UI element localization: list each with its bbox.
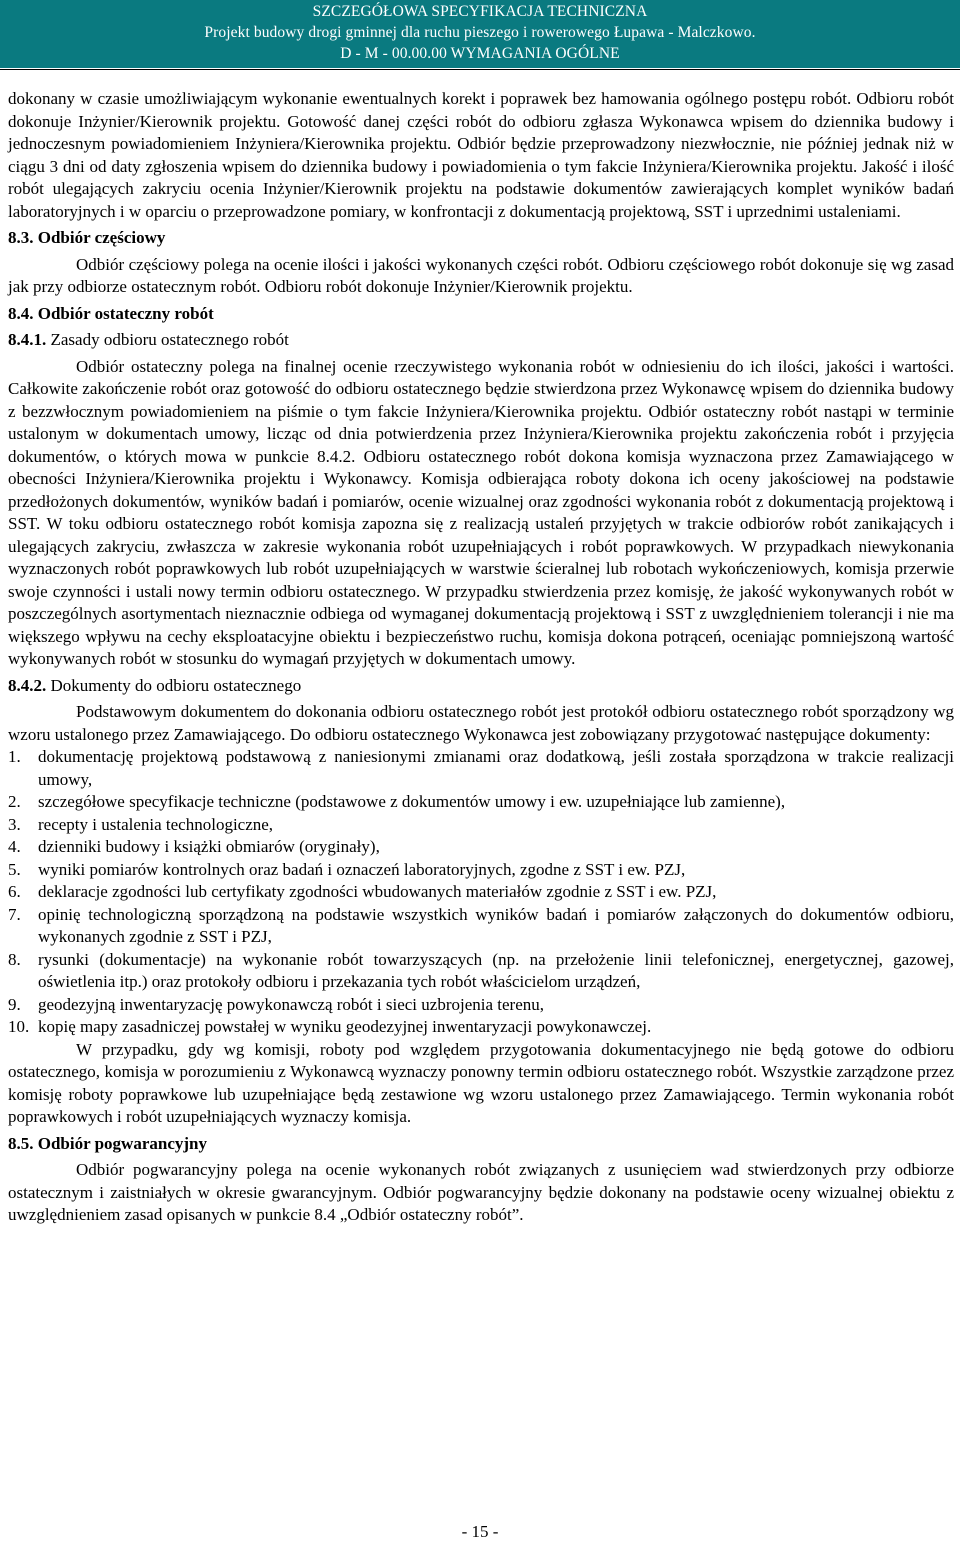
paragraph-intro: dokonany w czasie umożliwiającym wykonanie ewentualnych korekt i poprawek bez hamowania ogólnego postępu robót. Odbioru robót dokonuje Inżynier/Kierownik projektu. Gotowość danej części robót do odbioru zgłasza Wykonawca wpisem do dziennika budowy i jednoczesnym powiadomieniem Inżyniera/Kierownika projektu. Odbiór będzie przeprowadzony niezwłocznie, nie później jednak niż w ciągu 3 dni od daty zgłoszenia wpisem do dziennika budowy i powiadomienia o tym fakcie Inżyniera/Kierownika projektu. Jakość i ilość robót ulegających zakryciu ocenia Inżynier/Kierownik projektu na podstawie dokumentów zawierających komplet wyników badań laboratoryjnych i w oparciu o przeprowadzone pomiary, w konfrontacji z dokumentacją projektową, SST i uprzednimi ustaleniami.	[8, 89, 954, 221]
list-number: 4.	[8, 837, 21, 856]
list-item	[8, 904, 954, 949]
paragraph-8-4-1: Odbiór ostateczny polega na finalnej ocenie rzeczywistego wykonania robót w odniesieniu do ich ilości, jakości i wartości. Całkowite zakończenie robót oraz gotowość do odbioru ostatecznego będzie stwierdzona przez Wykonawcę wpisem do dziennika budowy z bezzwłocznym powiadomieniem na piśmie o tym fakcie Inżyniera/Kierownika projektu. Odbiór ostateczny robót nastąpi w terminie ustalonym w dokumentach umowy, licząc od dnia potwierdzenia przez Inżyniera/Kierownika projektu zakończenia robót i przyjęcia dokumentów, o których mowa w punkcie 8.4.2. Odbioru ostatecznego robót dokona komisja wyznaczona przez Zamawiającego w obecności Inżyniera/Kierownika projektu i Wykonawcy. Komisja odbierająca roboty dokona ich oceny jakościowej na podstawie przedłożonych dokumentów, wyników badań i pomiarów, ocenie wizualnej oraz zgodności wykonania robót z dokumentacją projektową i SST. W toku odbioru ostatecznego robót komisja zapozna się z realizacją ustaleń przyjętych w trakcie odbiorów robót zanikających i ulegających zakryciu, zwłaszcza w zakresie wykonania robót uzupełniających i robót poprawkowych. W przypadkach niewykonania wyznaczonych robót poprawkowych lub robót uzupełniających w warstwie ścieralnej lub robotach wykończeniowych, komisja przerwie swoje czynności i ustali nowy termin odbioru ostatecznego. W przypadku stwierdzenia przez komisję, że jakość wykonywanych robót w poszczególnych asortymentach nieznacznie odbiega od wymaganej dokumentacją projektową i SST z uwzględnieniem tolerancji i nie ma większego wpływu na cechy eksploatacyjne obiektu i bezpieczeństwo ruchu, komisja dokona potrąceń, oceniając pomniejszoną wartość wykonywanych robót w stosunku do wymagań przyjętych w dokumentach umowy.	[8, 356, 954, 668]
heading-number: 8.4.1.	[8, 330, 47, 349]
documents-list	[8, 746, 954, 1039]
heading-8-3	[8, 227, 954, 250]
list-number: 8.	[8, 949, 21, 969]
list-text: wyniki pomiarów kontrolnych oraz badań i oznaczeń laboratoryjnych, zgodne z SST i ew. PZJ,	[38, 859, 686, 879]
list-text: dzienniki budowy i książki obmiarów (oryginały),	[38, 837, 380, 856]
list-item	[8, 746, 954, 791]
paragraph-8-3: Odbiór częściowy polega na ocenie ilości i jakości wykonanych części robót. Odbioru częściowego robót dokonuje się wg zasad jak przy odbiorze ostatecznym robót. Odbioru robót dokonuje Inżynier/Kierownik projektu.	[8, 254, 954, 296]
paragraph-8-5: Odbiór pogwarancyjny polega na ocenie wykonanych robót związanych z usunięciem wad stwierdzonych przy odbiorze ostatecznym i zaistniałych w okresie gwarancyjnym. Odbiór pogwarancyjny będzie dokonany na podstawie oceny wizualnej obiektu z uwzględnieniem zasad opisanych w punkcie 8.4 „Odbiór ostateczny robót”.	[8, 1160, 954, 1224]
list-text: dokumentację projektową podstawową z naniesionymi zmianami oraz dodatkową, jeśli została sporządzona w trakcie realizacji umowy,	[38, 747, 954, 789]
document-body	[8, 88, 954, 1227]
heading-number: 8.3.	[8, 228, 34, 247]
heading-title: Zasady odbioru ostatecznego robót	[50, 330, 289, 349]
header-title: SZCZEGÓŁOWA SPECYFIKACJA TECHNICZNA	[312, 3, 648, 20]
list-number: 7.	[8, 904, 21, 924]
list-item	[8, 881, 954, 904]
list-number: 1.	[8, 747, 21, 766]
heading-title: Odbiór pogwarancyjny	[37, 1133, 207, 1153]
page-number: - 15 -	[461, 1522, 499, 1541]
list-number: 6.	[8, 882, 21, 901]
heading-number: 8.4.2.	[8, 675, 47, 695]
page-header	[0, 0, 960, 68]
list-text: recepty i ustalenia technologiczne,	[38, 814, 274, 834]
heading-number: 8.4.	[8, 303, 34, 323]
paragraph-8-4-2: Podstawowym dokumentem do dokonania odbioru ostatecznego robót jest protokół odbioru ostatecznego robót sporządzony wg wzoru ustalonego przez Zamawiającego. Do odbioru ostatecznego Wykonawca jest zobowiązany przygotować następujące dokumenty:	[8, 702, 954, 744]
heading-title: Dokumenty do odbioru ostatecznego	[50, 675, 302, 695]
list-item	[8, 836, 954, 859]
list-text: opinię technologiczną sporządzoną na podstawie wszystkich wyników badań i pomiarów załączonych do dokumentów odbioru, wykonanych zgodnie z SST i PZJ,	[38, 904, 954, 946]
list-number: 3.	[8, 814, 21, 834]
header-section: D - M - 00.00.00 WYMAGANIA OGÓLNE	[340, 45, 620, 62]
list-text: rysunki (dokumentacje) na wykonanie robót towarzyszących (np. na przełożenie linii telefonicznej, energetycznej, gazowej, oświetlenia itp.) oraz protokoły odbioru i przekazania tych robót właścicielom urządzeń,	[38, 949, 954, 991]
heading-number: 8.5.	[8, 1133, 34, 1153]
heading-8-4-1	[8, 329, 954, 352]
list-number: 9.	[8, 994, 21, 1014]
list-text: kopię mapy zasadniczej powstałej w wyniku geodezyjnej inwentaryzacji powykonawczej.	[38, 1017, 652, 1036]
list-number: 10.	[8, 1017, 30, 1036]
list-text: szczegółowe specyfikacje techniczne (podstawowe z dokumentów umowy i ew. uzupełniające lub zamienne),	[38, 792, 786, 811]
list-item	[8, 791, 954, 814]
list-item	[8, 1016, 954, 1039]
heading-title: Odbiór ostateczny robót	[37, 303, 214, 323]
heading-8-4	[8, 303, 954, 326]
heading-8-4-2	[8, 675, 954, 698]
list-item	[8, 814, 954, 837]
list-item	[8, 859, 954, 882]
list-number: 5.	[8, 859, 21, 879]
list-number: 2.	[8, 792, 21, 811]
list-text: geodezyjną inwentaryzację powykonawczą robót i sieci uzbrojenia terenu,	[38, 994, 544, 1014]
paragraph-8-4-2-b: W przypadku, gdy wg komisji, roboty pod względem przygotowania dokumentacyjnego nie będą gotowe do odbioru ostatecznego, komisja w porozumieniu z Wykonawcą wyznaczy ponowny termin odbioru ostatecznego robót. Wszystkie zarządzone przez komisję roboty poprawkowe lub uzupełniające będą zestawione wg wzoru ustalonego przez Zamawiającego. Termin wykonania robót poprawkowych i robót uzupełniających wyznaczy komisja.	[8, 1039, 954, 1126]
heading-title: Odbiór częściowy	[37, 228, 166, 247]
list-text: deklaracje zgodności lub certyfikaty zgodności wbudowanych materiałów zgodnie z SST i ew. PZJ,	[38, 882, 717, 901]
list-item	[8, 949, 954, 994]
heading-8-5	[8, 1133, 954, 1156]
header-project: Projekt budowy drogi gminnej dla ruchu pieszego i rowerowego Łupawa - Malczkowo.	[204, 24, 756, 41]
list-item	[8, 994, 954, 1017]
header-divider	[0, 69, 960, 70]
